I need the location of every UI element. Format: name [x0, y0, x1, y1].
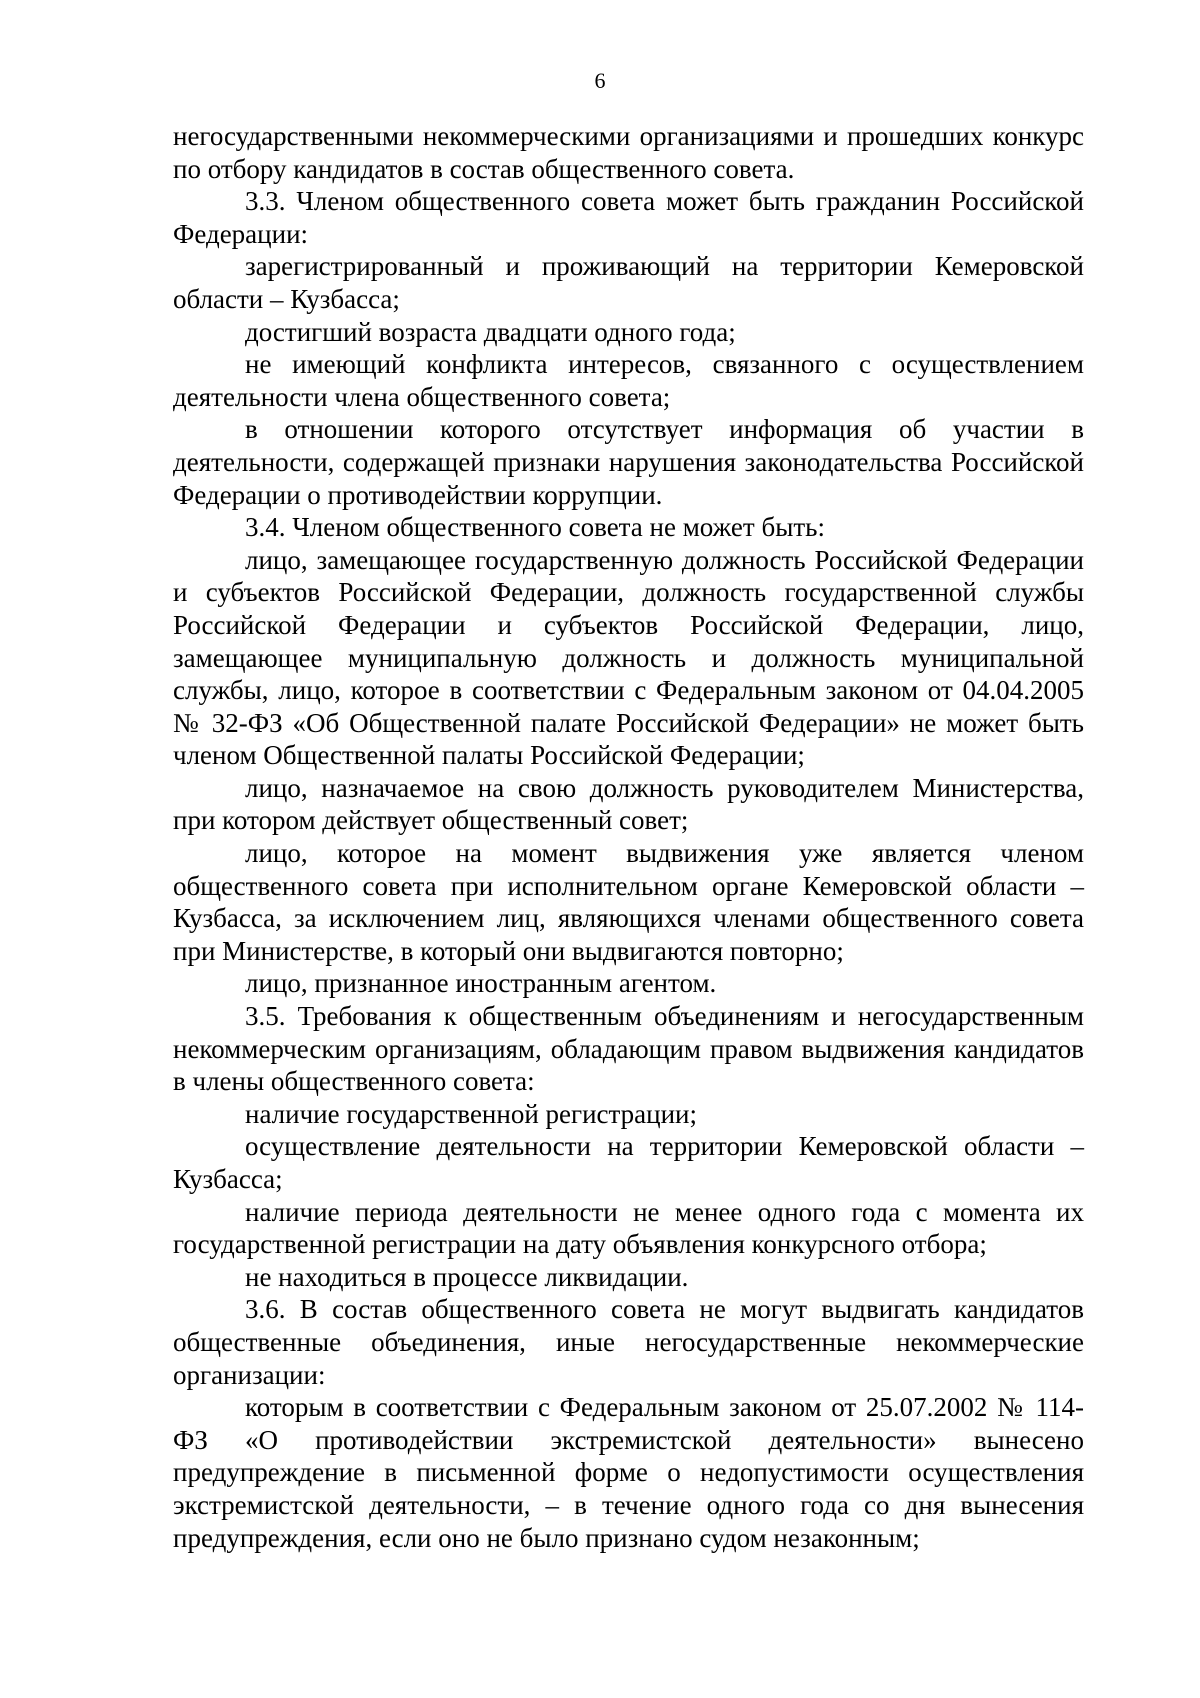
paragraph-item: осуществление деятельности на территории Кемеровской области – Кузбасса;: [173, 1131, 1084, 1194]
paragraph-3-6: 3.6. В состав общественного совета не могут выдвигать кандидатов общественные объединения, иные негосударственные некоммерческие организации:: [173, 1294, 1084, 1390]
paragraph-item: лицо, которое на момент выдвижения уже является членом общественного совета при исполнительном органе Кемеровской области – Кузбасса, за исключением лиц, являющихся членами общественного совета при Министерстве, в который они выдвигаются повторно;: [173, 838, 1084, 966]
paragraph-continuation: негосударственными некоммерческими организациями и прошедших конкурс по отбору кандидатов в состав общественного совета.: [173, 121, 1084, 184]
paragraph-3-4: 3.4. Членом общественного совета не может быть:: [245, 512, 825, 543]
paragraph-item: не находиться в процессе ликвидации.: [245, 1261, 689, 1292]
paragraph-item: наличие государственной регистрации;: [245, 1098, 697, 1129]
paragraph-item: не имеющий конфликта интересов, связанного с осуществлением деятельности члена общественного совета;: [173, 349, 1084, 412]
paragraph-item: зарегистрированный и проживающий на территории Кемеровской области – Кузбасса;: [173, 251, 1084, 314]
paragraph-item: наличие периода деятельности не менее одного года с момента их государственной регистрации на дату объявления конкурсного отбора;: [173, 1196, 1084, 1260]
paragraph-item: достигший возраста двадцати одного года;: [245, 316, 736, 347]
paragraph-item: лицо, признанное иностранным агентом.: [245, 968, 717, 999]
paragraph-item: лицо, назначаемое на свою должность руководителем Министерства, при котором действует общественный совет;: [173, 772, 1084, 836]
paragraph-item: лицо, замещающее государственную должность Российской Федерации и субъектов Российской Федерации, должность государственной службы Российской Федерации и субъектов Российской Федерации, лицо, замещающее муниципальную должность и должность муниципальной службы, лицо, которое в соответствии с Федеральным законом от 04.04.2005 № 32-ФЗ «Об Общественной палате Российской Федерации» не может быть членом Общественной палаты Российской Федерации;: [173, 544, 1084, 771]
paragraph-3-3: 3.3. Членом общественного совета может быть гражданин Российской Федерации:: [173, 186, 1084, 249]
paragraph-item: в отношении которого отсутствует информация об участии в деятельности, содержащей признаки нарушения законодательства Российской Федерации о противодействии коррупции.: [173, 414, 1084, 510]
paragraph-3-5: 3.5. Требования к общественным объединениям и негосударственным некоммерческим организациям, обладающим правом выдвижения кандидатов в члены общественного совета:: [173, 1001, 1084, 1097]
page-number: 6: [594, 68, 606, 93]
document-body: [173, 120, 1084, 1554]
paragraph-item: которым в соответствии с Федеральным законом от 25.07.2002 № 114-ФЗ «О противодействии экстремистской деятельности» вынесено предупреждение в письменной форме о недопустимости осуществления экстремистской деятельности, – в течение одного года со дня вынесения предупреждения, если оно не было признано судом незаконным;: [173, 1392, 1084, 1553]
